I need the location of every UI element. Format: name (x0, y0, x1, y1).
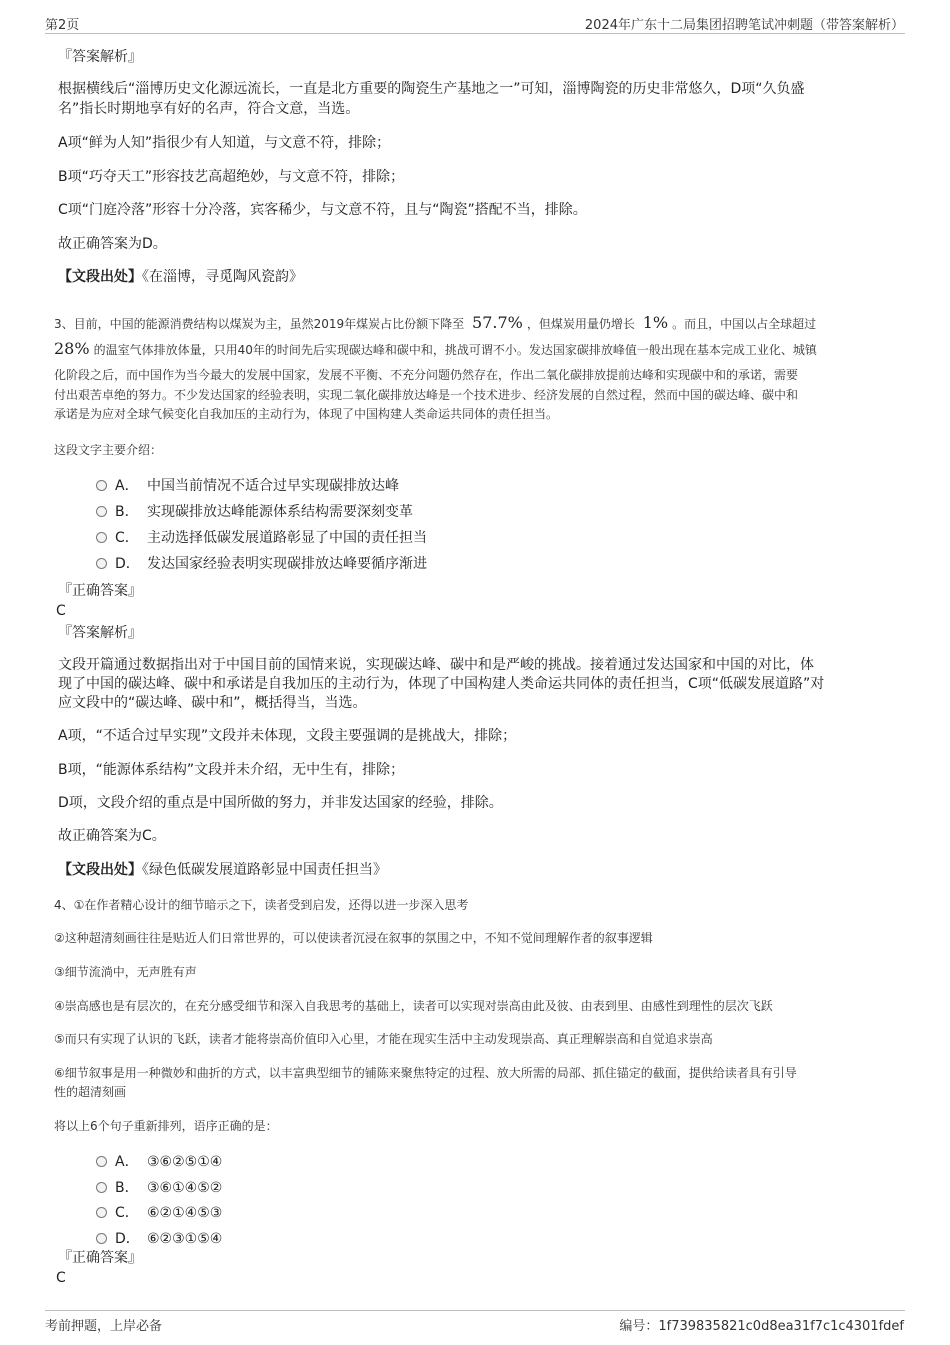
q2-analysis-option-b: B项“巧夺天工”形容技艺高超绝妙，与文意不符，排除； (58, 169, 405, 185)
q3-answer-label: 『正确答案』 (58, 583, 142, 599)
q3-math-percent: 57.7% (472, 313, 523, 332)
option-letter: B． (115, 504, 139, 520)
option-text: ⑥②③①⑤④ (147, 1231, 223, 1247)
q3-stem-text: 3、目前，中国的能源消费结构以煤炭为主，虽然2019年煤炭占比份额下降至 (54, 317, 465, 331)
q2-analysis-line: 名”指长时期地享有好的名声，符合文意，当选。 (58, 101, 360, 117)
q2-source (58, 268, 898, 287)
q3-option-d[interactable] (96, 554, 427, 574)
option-text: 主动选择低碳发展道路彰显了中国的责任担当 (147, 530, 427, 546)
q3-stem-line-1 (54, 314, 900, 333)
q4-sentence-4: ④崇高感也是有层次的，在充分感受细节和深入自我思考的基础上，读者可以实现对崇高由此及彼、由表到里、由感性到理性的层次飞跃 (54, 999, 773, 1013)
option-letter: A． (115, 1154, 139, 1170)
q3-stem-text: 。而且，中国以占全球超过 (672, 317, 817, 331)
q2-analysis-line: 根据横线后“淄博历史文化源远流长，一直是北方重要的陶瓷生产基地之一”可知，淄博陶瓷的历史非常悠久，D项“久负盛 (58, 81, 805, 97)
q4-option-c[interactable] (96, 1203, 222, 1223)
q3-stem-text: 的温室气体排放体量，只用40年的时间先后实现碳达峰和碳中和，挑战可谓不小。发达国家碳排放峰值一般出现在基本完成工业化、城镇 (93, 343, 817, 357)
q2-analysis-option-a: A项“鲜为人知”指很少有人知道，与文意不符，排除； (58, 135, 391, 151)
option-text: 发达国家经验表明实现碳排放达峰要循序渐进 (147, 556, 427, 572)
radio-button-icon[interactable] (96, 1207, 107, 1218)
header-divider (45, 33, 905, 34)
q3-source-label: 【文段出处】 (58, 862, 142, 878)
q3-analysis-line: 应文段中的“碳达峰、碳中和”，概括得当，当选。 (58, 695, 367, 711)
q2-analysis-label: 『答案解析』 (58, 49, 142, 65)
q3-stem-line-4: 付出艰苦卓绝的努力。不少发达国家的经验表明，实现二氧化碳排放达峰是一个技术进步、经济发展的自然过程，然而中国的碳达峰、碳中和 (54, 388, 799, 402)
q2-source-label: 【文段出处】 (58, 269, 142, 285)
q3-option-c[interactable] (96, 528, 427, 548)
q4-answer: C (56, 1270, 66, 1286)
q3-option-a[interactable] (96, 476, 399, 496)
radio-button-icon[interactable] (96, 558, 107, 569)
q3-analysis-option-d: D项，文段介绍的重点是中国所做的努力，并非发达国家的经验，排除。 (58, 795, 503, 811)
q2-conclusion: 故正确答案为D。 (58, 236, 167, 252)
q3-option-b[interactable] (96, 502, 413, 522)
q4-sentence-1: 4、①在作者精心设计的细节暗示之下，读者受到启发，还得以进一步深入思考 (54, 898, 469, 912)
q3-analysis-label: 『答案解析』 (58, 625, 142, 641)
q4-sentence-5: ⑤而只有实现了认识的飞跃，读者才能将崇高价值印入心里，才能在现实生活中主动发现崇高、真正理解崇高和自觉追求崇高 (54, 1032, 713, 1046)
q3-math-percent: 1% (642, 313, 669, 332)
footer-slogan: 考前押题，上岸必备 (45, 1319, 163, 1334)
q4-answer-label: 『正确答案』 (58, 1250, 142, 1266)
option-text: 实现碳排放达峰能源体系结构需要深刻变革 (147, 504, 413, 520)
radio-button-icon[interactable] (96, 1182, 107, 1193)
option-text: 中国当前情况不适合过早实现碳排放达峰 (147, 478, 399, 494)
document-title: 2024年广东十二局集团招聘笔试冲刺题（带答案解析） (584, 18, 904, 33)
q3-answer: C (56, 603, 66, 619)
radio-button-icon[interactable] (96, 480, 107, 491)
option-text: ③⑥②⑤①④ (147, 1154, 223, 1170)
option-letter: C． (115, 1205, 139, 1221)
q3-stem-line-2 (54, 340, 900, 359)
q4-option-a[interactable] (96, 1152, 222, 1172)
q4-prompt: 将以上6个句子重新排列，语序正确的是： (54, 1119, 278, 1133)
q3-source (58, 861, 898, 880)
page-number: 第2页 (45, 18, 80, 33)
option-letter: D． (115, 556, 140, 572)
q3-analysis-line: 现了中国的碳达峰、碳中和承诺是自我加压的主动行为，体现了中国构建人类命运共同体的责任担当，C项“低碳发展道路”对 (58, 676, 825, 692)
q4-sentence-3: ③细节流淌中，无声胜有声 (54, 965, 197, 979)
q4-sentence-6-cont: 性的超清刻画 (54, 1085, 127, 1099)
q3-math-percent: 28% (54, 339, 90, 358)
q4-sentence-6: ⑥细节叙事是用一种微妙和曲折的方式，以丰富典型细节的铺陈来聚焦特定的过程、放大所需的局部、抓住锚定的截面，提供给读者具有引导 (54, 1066, 797, 1080)
q4-option-d[interactable] (96, 1229, 222, 1249)
option-text: ③⑥①④⑤② (147, 1180, 223, 1196)
q4-sentence-2: ②这种超清刻画往往是贴近人们日常世界的，可以使读者沉浸在叙事的氛围之中，不知不觉间理解作者的叙事逻辑 (54, 931, 653, 945)
q3-stem-text: ，但煤炭用量仍增长 (526, 317, 635, 331)
option-letter: B． (115, 1180, 139, 1196)
q3-stem-line-5: 承诺是为应对全球气候变化自我加压的主动行为，体现了中国构建人类命运共同体的责任担当。 (54, 407, 559, 421)
q3-prompt: 这段文字主要介绍： (54, 443, 163, 457)
q3-conclusion: 故正确答案为C。 (58, 828, 166, 844)
q4-option-b[interactable] (96, 1178, 222, 1198)
footer-divider (45, 1310, 905, 1311)
q3-analysis-option-b: B项，“能源体系结构”文段并未介绍，无中生有，排除； (58, 762, 405, 778)
radio-button-icon[interactable] (96, 506, 107, 517)
radio-button-icon[interactable] (96, 1233, 107, 1244)
option-letter: C． (115, 530, 139, 546)
q2-source-text: 《在淄博，寻觅陶风瓷韵》 (142, 269, 303, 285)
radio-button-icon[interactable] (96, 532, 107, 543)
radio-button-icon[interactable] (96, 1156, 107, 1167)
q3-stem-line-3: 化阶段之后，而中国作为当今最大的发展中国家，发展不平衡、不充分问题仍然存在，作出二氧化碳排放提前达峰和实现碳中和的承诺，需要 (54, 368, 799, 382)
footer-document-id: 编号：1f739835821c0d8ea31f7c1c4301fdef (619, 1319, 904, 1334)
q3-analysis-option-a: A项，“不适合过早实现”文段并未体现，文段主要强调的是挑战大，排除； (58, 728, 517, 744)
option-letter: A． (115, 478, 139, 494)
q2-analysis-option-c: C项“门庭冷落”形容十分冷落，宾客稀少，与文意不符，且与“陶瓷”搭配不当，排除。 (58, 202, 587, 218)
q3-source-text: 《绿色低碳发展道路彰显中国责任担当》 (142, 862, 387, 878)
q3-analysis-line: 文段开篇通过数据指出对于中国目前的国情来说，实现碳达峰、碳中和是严峻的挑战。接着通过发达国家和中国的对比，体 (58, 657, 814, 673)
option-text: ⑥②①④⑤③ (147, 1205, 223, 1221)
option-letter: D． (115, 1231, 140, 1247)
